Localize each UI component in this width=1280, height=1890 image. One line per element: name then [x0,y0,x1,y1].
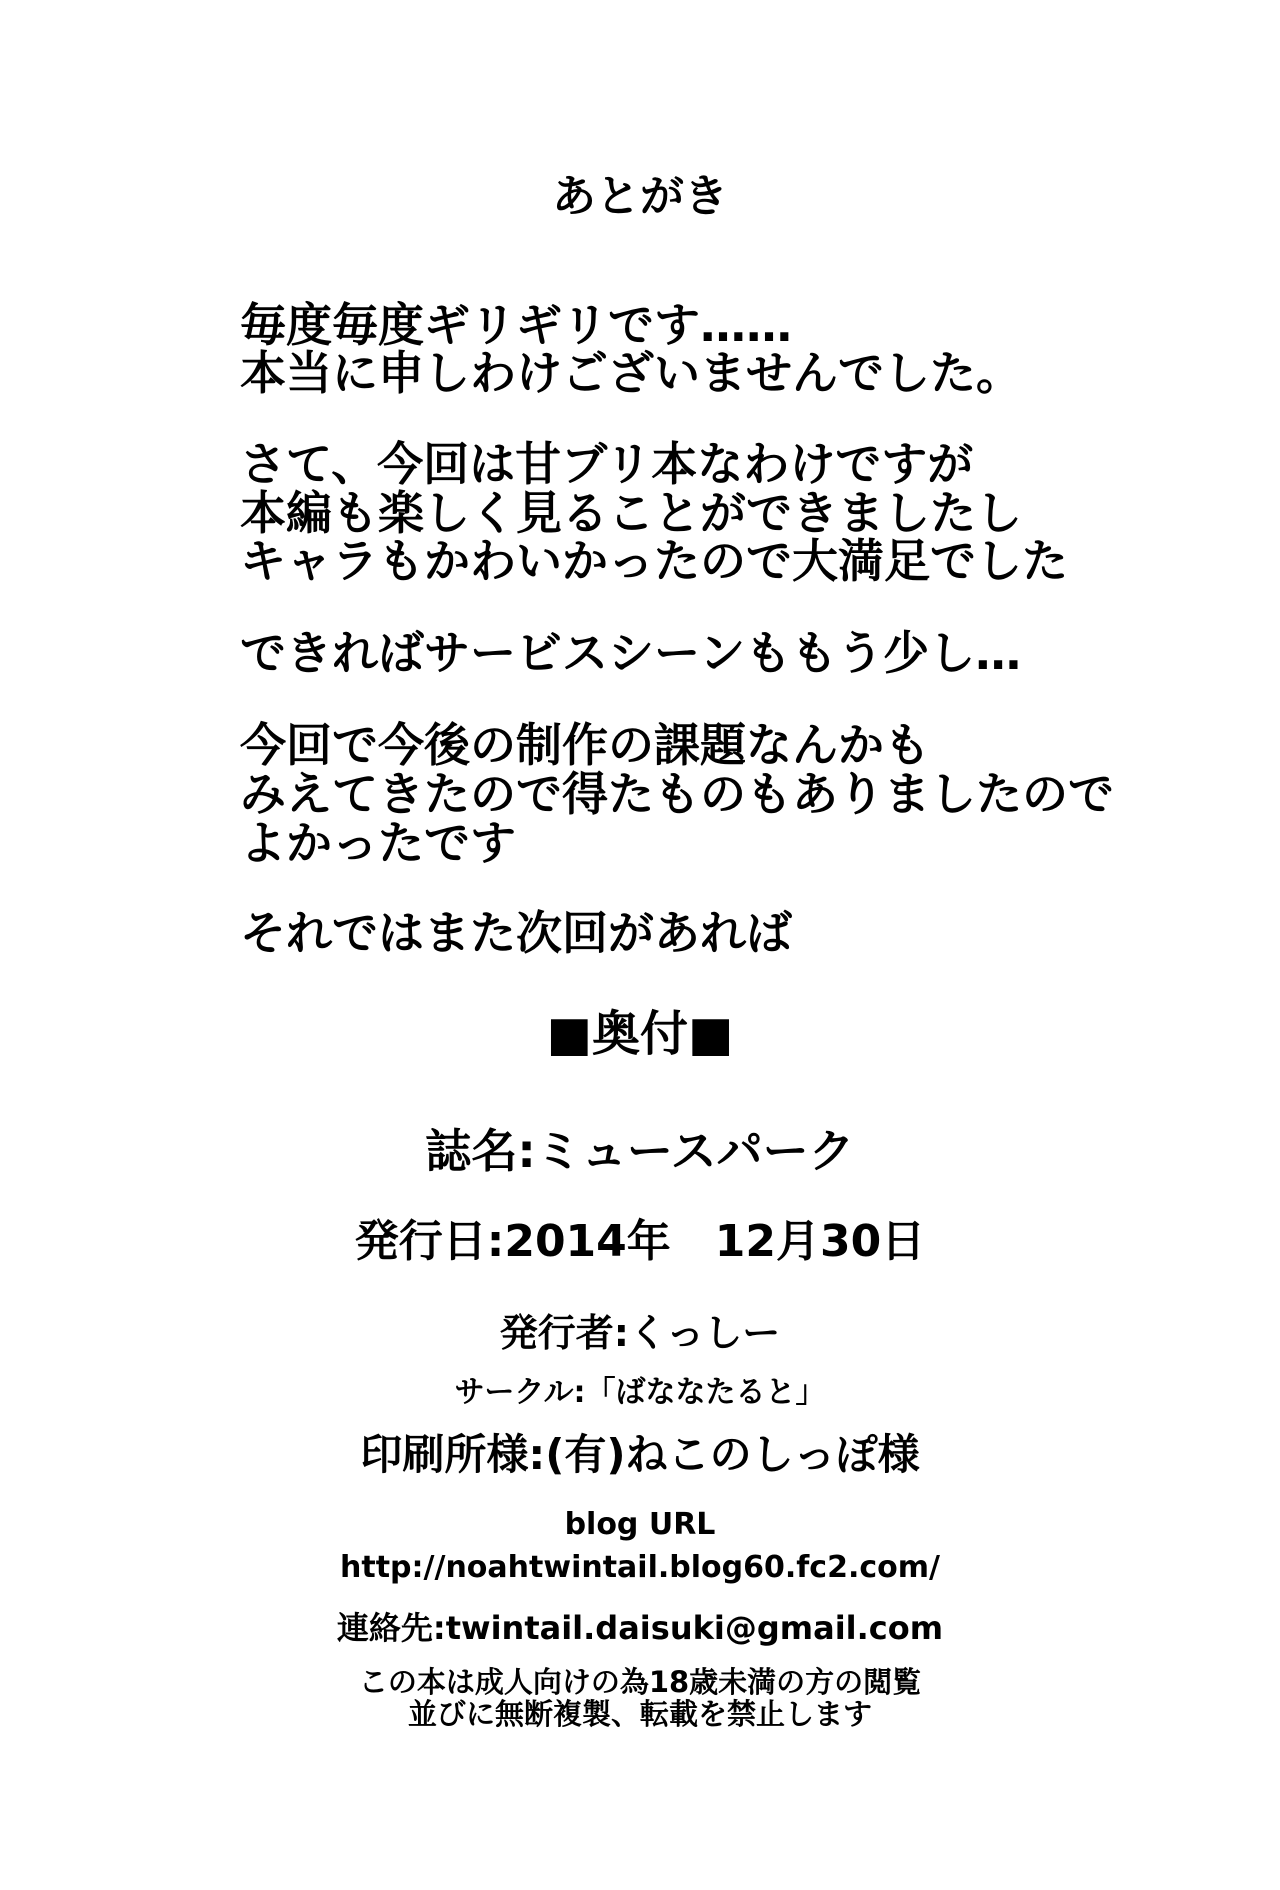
colophon-date: 発行日:2014年 12月30日 [354,1216,926,1267]
afterword-line: 本編も楽しく見ることができましたし [240,486,1022,540]
colophon-heading: ■奥付■ [546,1006,734,1062]
colophon-contact: 連絡先:twintail.daisuki@gmail.com [336,1609,944,1647]
afterword-line: よかったです [240,816,516,870]
afterword-line: できればサービスシーンももう少し… [240,626,1022,680]
afterword-line: みえてきたので得たものもありましたので [240,767,1114,821]
colophon-blog-label: blog URL [564,1507,716,1542]
afterword-line: さて、今回は甘ブリ本なわけですが [240,437,974,491]
afterword-heading: あとがき [552,171,728,222]
afterword-line: 本当に申しわけございませんでした。 [240,346,1022,400]
afterword-line: 毎度毎度ギリギリです…… [240,298,792,352]
colophon-notice-line: この本は成人向けの為18歳未満の方の閲覧 [358,1665,922,1699]
colophon-title: 誌名:ミュースパーク [425,1124,855,1178]
colophon-publisher: 発行者:くっしー [499,1311,781,1355]
afterword-line: 今回で今後の制作の課題なんかも [240,718,930,772]
afterword-line: それではまた次回があれば [240,906,792,960]
colophon-blog-url: http://noahtwintail.blog60.fc2.com/ [340,1550,940,1585]
colophon-notice-line: 並びに無断複製、転載を禁止します [407,1697,872,1731]
afterword-line: キャラもかわいかったので大満足でした [240,534,1068,588]
colophon-circle: サークル:「ばななたると」 [454,1375,826,1410]
colophon-printer: 印刷所様:(有)ねこのしっぽ様 [360,1430,920,1479]
